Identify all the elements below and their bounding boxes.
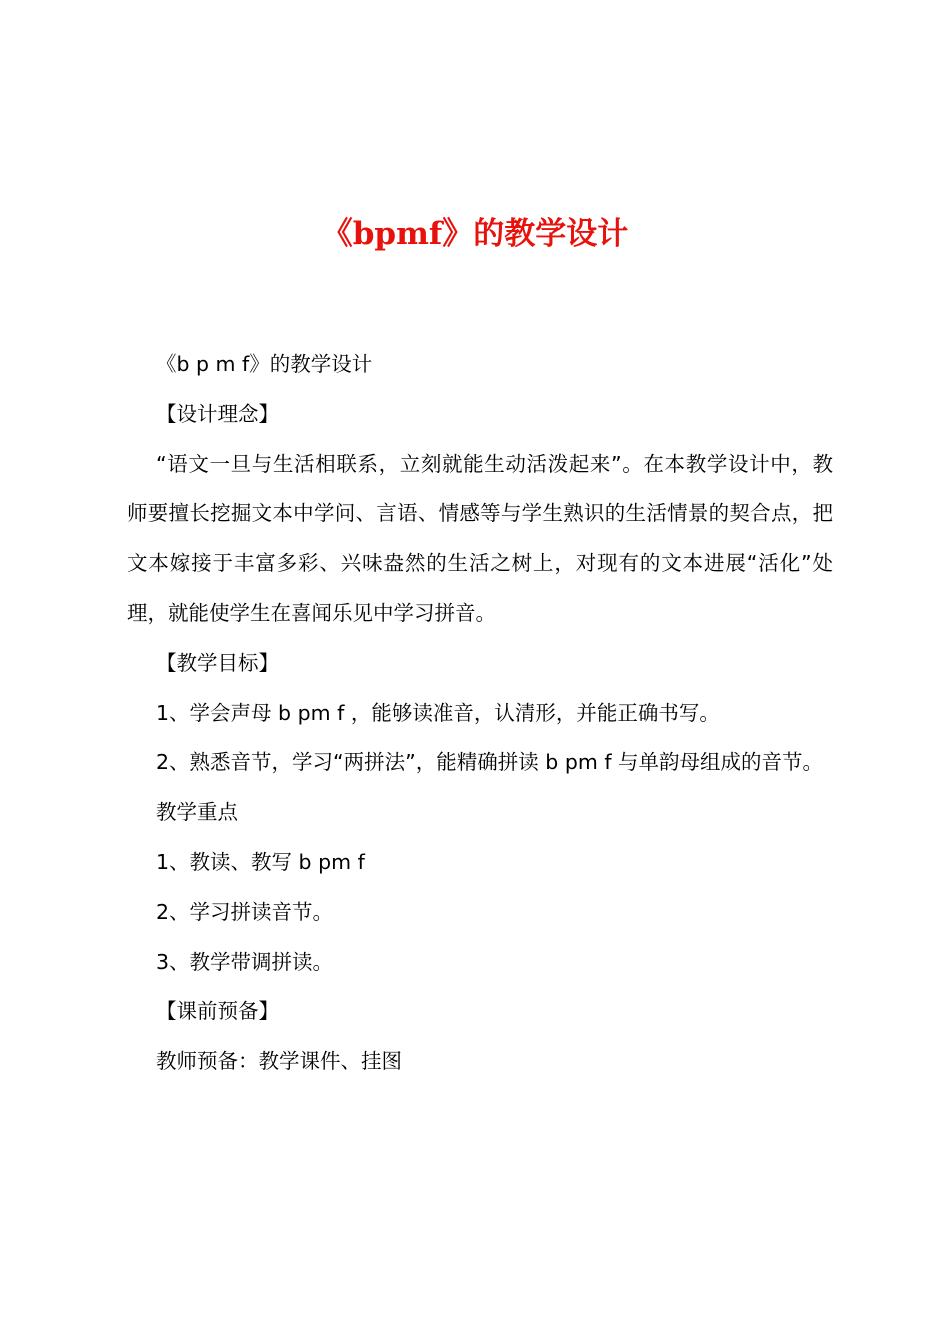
section-heading-teaching-focus: 教学重点 [156,800,238,825]
preparation-paragraph: 教师预备：教学课件、挂图 [156,1049,402,1074]
teaching-goal-item-1: 1、学会声母 b pm f ，能够读准音，认清形，并能正确书写。 [156,700,720,725]
teaching-goal-item-2: 2、熟悉音节，学习“两拼法”，能精确拼读 b pm f 与单韵母组成的音节。 [156,750,824,775]
section-heading-design-concept: 【设计理念】 [156,401,279,426]
teaching-focus-item-1: 1、教读、教写 b pm f [156,849,365,874]
document-title: 《bpmf》的教学设计 [321,216,629,252]
design-concept-paragraph: “语文一旦与生活相联系，立刻就能生动活泼起来”。在本教学设计中，教师要擅长挖掘文本中学问、言语、情感等与学生熟识的生活情景的契合点，把文本嫁接于丰富多彩、兴味盎然的生活之树上，对现有的文本进展“活化”处理，就能使学生在喜闻乐见中学习拼音。 [127,451,833,625]
section-heading-preparation: 【课前预备】 [156,999,279,1024]
document-body [127,340,833,1087]
section-heading-teaching-goals: 【教学目标】 [156,650,279,675]
subtitle-paragraph: 《b p m f》的教学设计 [156,352,373,376]
teaching-focus-item-2: 2、学习拼读音节。 [156,899,334,924]
teaching-focus-item-3: 3、教学带调拼读。 [156,949,334,974]
